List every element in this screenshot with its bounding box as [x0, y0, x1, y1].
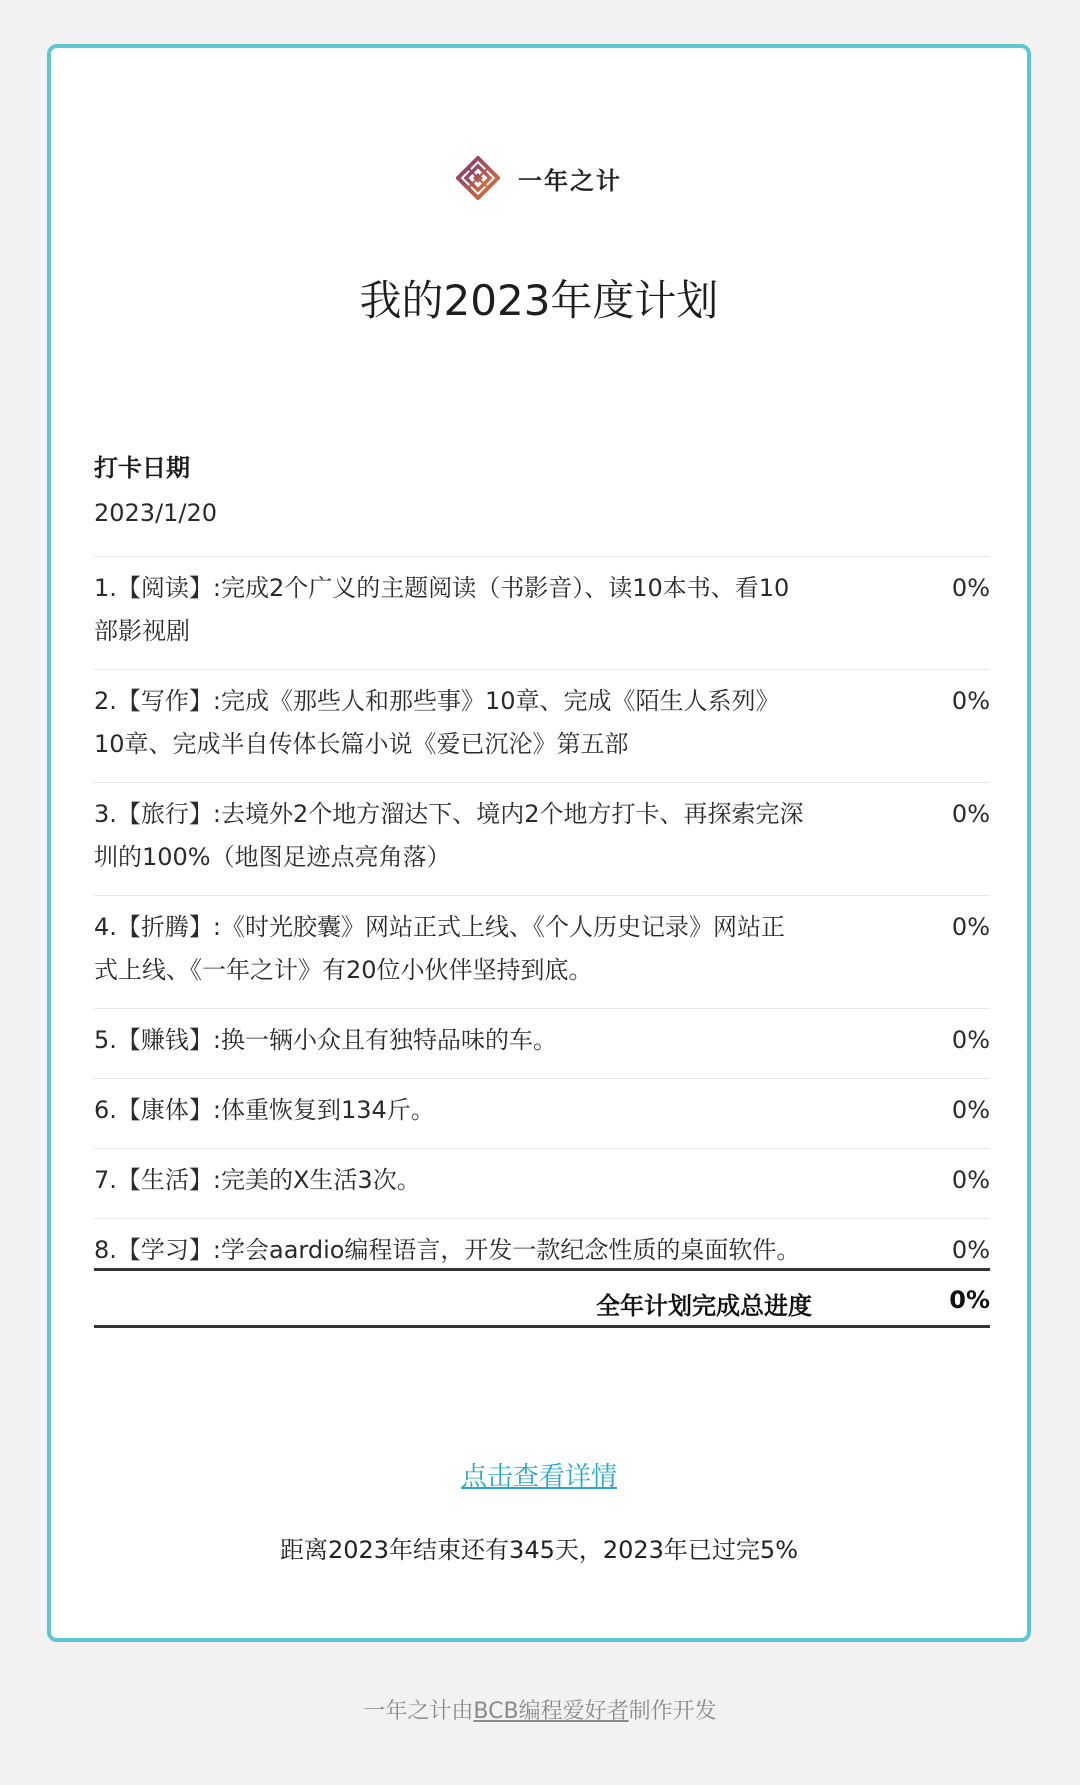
view-details-link[interactable]: 点击查看详情 — [460, 1462, 617, 1492]
total-progress-row — [94, 1268, 990, 1328]
author-link[interactable]: BCB编程爱好者 — [473, 1699, 629, 1724]
plan-item — [94, 782, 990, 895]
plan-text: 6.【康体】:体重恢复到134斤。 — [94, 1096, 435, 1124]
plan-progress: 0% — [951, 1236, 990, 1264]
plan-card — [47, 44, 1031, 1642]
checkin-date-section — [94, 448, 990, 527]
plan-progress: 0% — [951, 574, 990, 602]
plan-item — [94, 1008, 990, 1078]
footer-prefix: 一年之计由 — [363, 1699, 474, 1724]
year-countdown-text: 距离2023年结束还有345天，2023年已过完5% — [279, 1536, 799, 1564]
plan-text: 1.【阅读】:完成2个广义的主题阅读（书影音）、读10本书、看10部影视剧 — [94, 574, 790, 645]
plan-progress: 0% — [951, 913, 990, 941]
checkin-date-label: 打卡日期 — [94, 454, 190, 482]
page-title: 我的2023年度计划 — [359, 276, 719, 325]
plan-text: 8.【学习】:学会aardio编程语言，开发一款纪念性质的桌面软件。 — [94, 1236, 801, 1264]
brand-header — [51, 156, 1027, 200]
plan-item — [94, 669, 990, 782]
plan-text: 5.【赚钱】:换一辆小众且有独特品味的车。 — [94, 1026, 557, 1054]
plan-progress: 0% — [951, 1166, 990, 1194]
plan-item — [94, 556, 990, 669]
total-progress-label: 全年计划完成总进度 — [596, 1292, 812, 1320]
plan-progress: 0% — [951, 1096, 990, 1124]
plan-text: 3.【旅行】:去境外2个地方溜达下、境内2个地方打卡、再探索完深圳的100%（地图足迹点亮角落） — [94, 800, 804, 871]
plan-text: 7.【生活】:完美的X生活3次。 — [94, 1166, 421, 1194]
plan-progress: 0% — [951, 687, 990, 715]
plan-item — [94, 895, 990, 1008]
plan-item — [94, 1148, 990, 1218]
plan-text: 2.【写作】:完成《那些人和那些事》10章、完成《陌生人系列》10章、完成半自传体长篇小说《爱已沉沦》第五部 — [94, 687, 780, 758]
footer-credit — [0, 1694, 1080, 1725]
plan-progress: 0% — [951, 1026, 990, 1054]
plan-text: 4.【折腾】:《时光胶囊》网站正式上线、《个人历史记录》网站正式上线、《一年之计》有20位小伙伴坚持到底。 — [94, 913, 785, 984]
footer-suffix: 制作开发 — [628, 1699, 717, 1724]
plan-list — [94, 556, 990, 1288]
brand-name: 一年之计 — [518, 165, 622, 195]
plan-item — [94, 1078, 990, 1148]
diamond-knot-logo-icon — [456, 156, 500, 200]
total-progress-value: 0% — [949, 1286, 990, 1314]
plan-progress: 0% — [951, 800, 990, 828]
checkin-date-value: 2023/1/20 — [94, 499, 218, 527]
